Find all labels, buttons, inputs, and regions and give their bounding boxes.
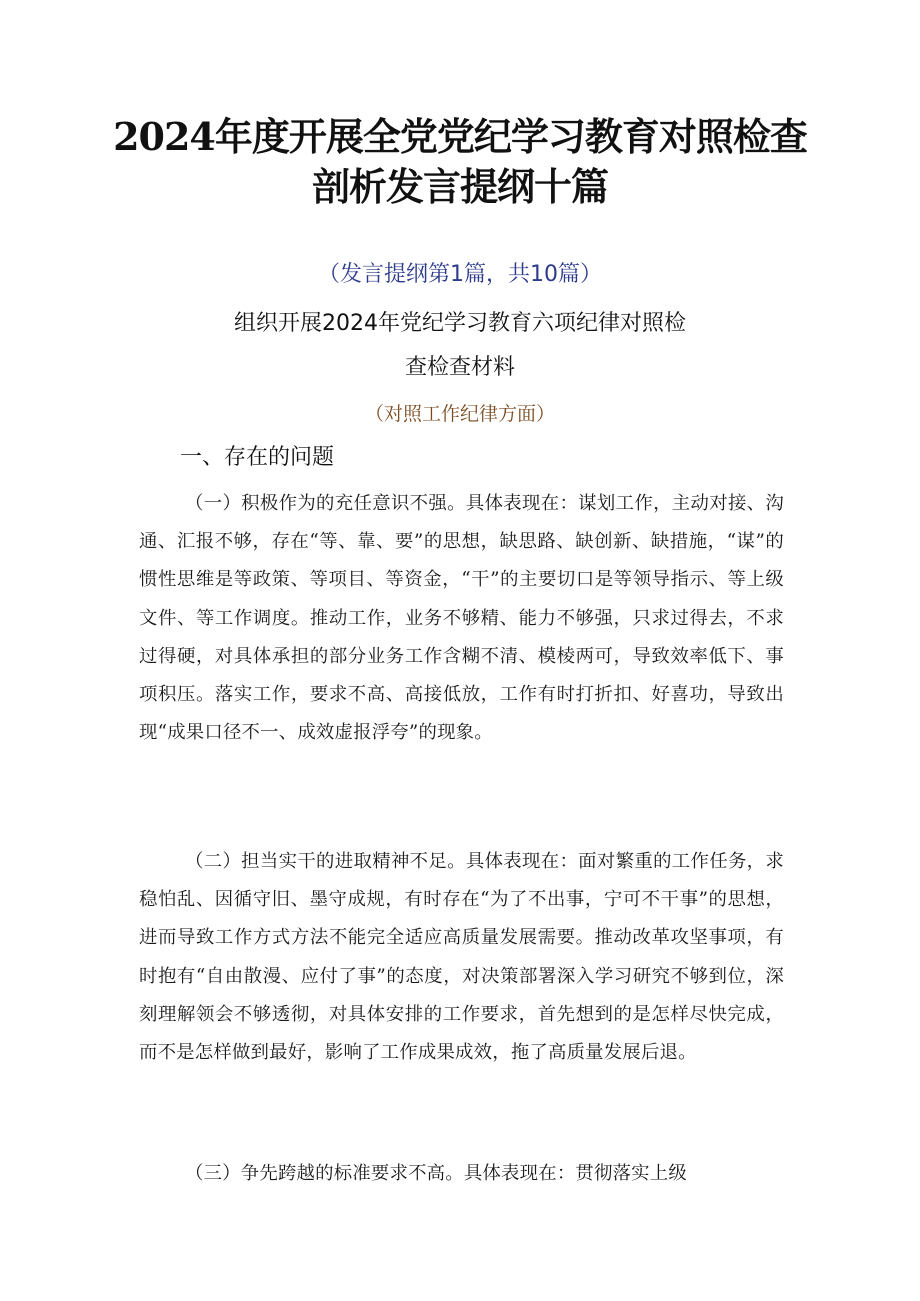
paragraph: （一）积极作为的充任意识不强。具体表现在：谋划工作，主动对接、沟通、汇报不够，存在“等、靠、要”的思想，缺思路、缺创新、缺措施，“谋”的惯性思维是等政策、等项目、等资金，“干”的主要切口是等领导指示、等上级文件、等工作调度。推动工作，业务不够精、能力不够强，只求过得去，不求过得硬，对具体承担的部分业务工作含糊不清、模棱两可，导致效率低下、事项积压。落实工作，要求不高、高接低放，工作有时打折扣、好喜功，导致出现“成果口径不一、成效虚报浮夸”的现象。 (139, 493, 784, 744)
document-title-line-1: 2024年度开展全党党纪学习教育对照检查 (113, 114, 807, 159)
paragraph: （二）担当实干的进取精神不足。具体表现在：面对繁重的工作任务，求稳怕乱、因循守旧、墨守成规，有时存在“为了不出事，宁可不干事”的思想，进而导致工作方式方法不能完全适应高质量发展需要。推动改革攻坚事项，有时抱有“自由散漫、应付了事”的态度，对决策部署深入学习研究不够到位，深刻理解领会不够透彻，对具体安排的工作要求，首先想到的是怎样尽快完成，而不是怎样做到最好，影响了工作成果成效，拖了高质量发展后退。 (139, 851, 784, 1064)
section-heading: 一、存在的问题 (180, 445, 335, 470)
paragraph: （三）争先跨越的标准要求不高。具体表现在：贯彻落实上级 (185, 1163, 687, 1184)
aspect-label: （对照工作纪律方面） (364, 403, 555, 425)
section-title-line-2: 查检查材料 (404, 355, 515, 380)
document-subtitle: （发言提纲第1篇，共10篇） (318, 262, 602, 287)
document-title-line-2: 剖析发言提纲十篇 (311, 164, 608, 209)
section-title-line-1: 组织开展2024年党纪学习教育六项纪律对照检 (234, 311, 686, 336)
